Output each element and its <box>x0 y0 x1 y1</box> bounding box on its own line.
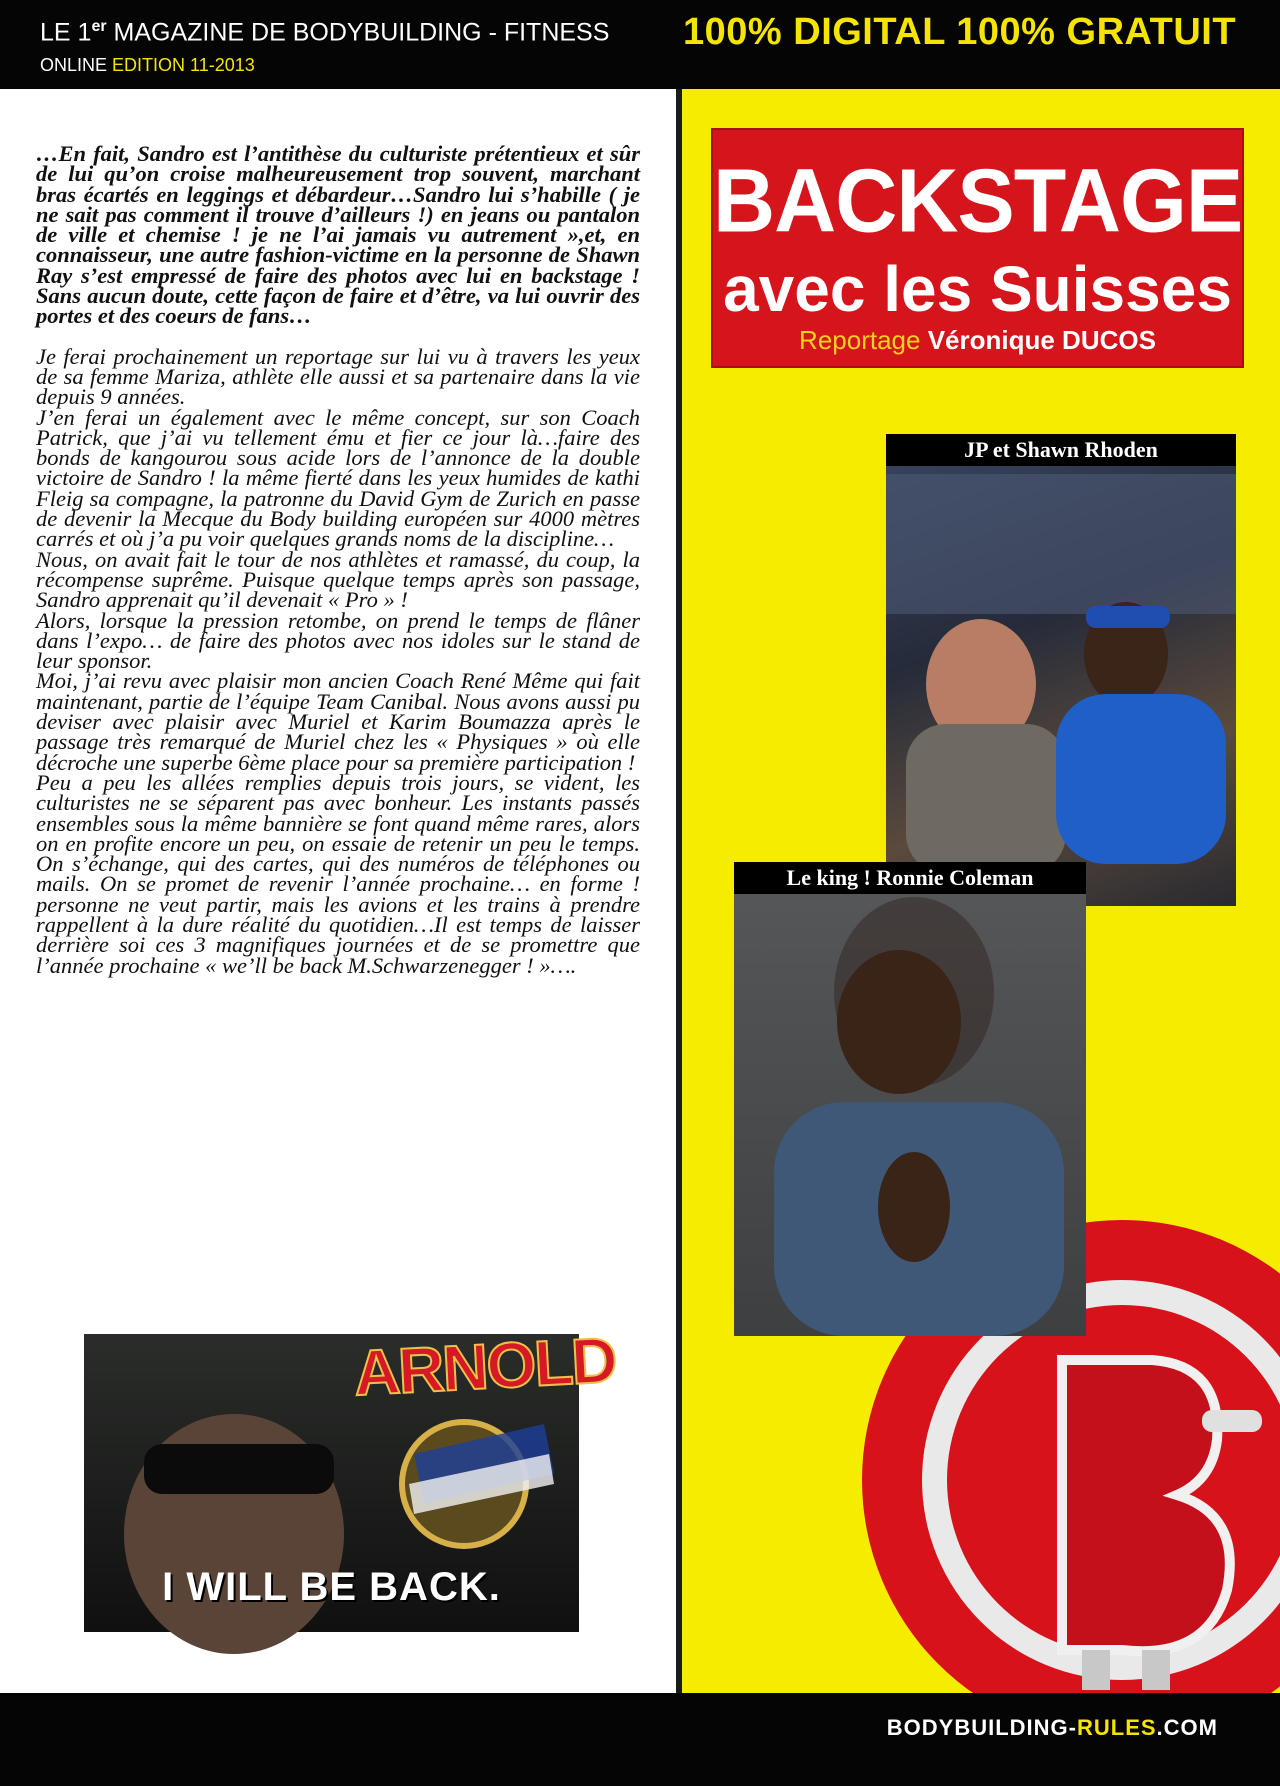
photo-scene <box>734 862 1086 1336</box>
article-paragraph: Moi, j’ai revu avec plaisir mon ancien Coach René Même qui fait maintenant, partie de l’équipe Team Canibal. Nous avons aussi pu deviser avec plaisir avec Muriel et Karim Boumazza après le passage très remarqué de Muriel chez les « Physiques » où elle décroche une superbe 6ème place pour sa première participation ! <box>36 668 640 775</box>
feature-subtitle: avec les Suisses <box>723 253 1232 325</box>
photo-caption: Le king ! Ronnie Coleman <box>734 862 1086 894</box>
header-edition: ONLINE EDITION 11-2013 <box>40 55 255 75</box>
footer-website[interactable]: BODYBUILDING-RULES.COM <box>886 1715 1218 1740</box>
article-paragraph: Je ferai prochainement un reportage sur lui vu à travers les yeux de sa femme Mariza, athlète elle aussi et sa partenaire dans la vie depuis 9 années. <box>36 343 640 410</box>
photo-ronnie-coleman <box>734 862 1086 1336</box>
feature-title-box <box>711 128 1244 368</box>
logo-leg-right <box>1142 1650 1170 1690</box>
article-paragraph: Alors, lorsque la pression retombe, on prend le temps de flâner dans l’expo… de faire des photos avec nos idoles sur le stand de leur sponsor. <box>36 607 640 674</box>
magazine-header <box>0 0 1280 89</box>
arnold-classic-image <box>84 1323 618 1632</box>
magazine-footer <box>0 1693 1280 1786</box>
photo-jp-shawn-rhoden <box>886 434 1236 906</box>
article-paragraph: Peu a peu les allées remplies depuis trois jours, se vident, les culturistes ne se séparent pas avec bonheur. Les instants passés ensembles sous la même bannière se font quand même rares, alors on en profite encore un peu, on essaie de retenir un peu le temps. On s’échange, qui des cartes, qui des numéros de téléphones ou mails. On se promet de revenir l’année prochaine… en forme ! personne ne veut partir, mais les avions et les trains à prendre rappellent à la dure réalité du quotidien…Il est temps de laisser derrière soi ces 3 magnifiques journées et de se promettre que l’année prochaine « we’ll be back M.Schwarzenegger ! »…. <box>36 769 640 978</box>
photo-caption: JP et Shawn Rhoden <box>886 434 1236 466</box>
logo-arm <box>1202 1410 1262 1432</box>
article-lead: …En fait, Sandro est l’antithèse du culturiste prétentieux et sûr de lui qu’on croise malheureusement trop souvent, marchant bras écartés en leggings et débardeur…Sandro lui s’habille ( je ne sait pas comment il trouve d’ailleurs !) en jeans ou pantalon de ville et chemise ! je ne l’ai jamais vu autrement »,et, en connaisseur, une autre fashion-victime en la personne de Shawn Ray s’est empressé de faire des photos avec lui en backstage ! Sans aucun doute, cette façon de faire et d’être, va lui ouvrir des portes et des coeurs de fans… <box>36 141 640 329</box>
article-paragraph: Nous, on avait fait le tour de nos athlètes et ramassé, du coup, la récompense suprême. Puisque quelque temps après son passage, Sandro apprenait qu’il devenait « Pro » ! <box>36 546 640 613</box>
logo-leg-left <box>1082 1650 1110 1690</box>
header-tagline: LE 1er MAGAZINE DE BODYBUILDING - FITNESS <box>40 18 610 47</box>
arnold-caption: I WILL BE BACK. <box>162 1565 501 1609</box>
photo-scene <box>886 434 1236 906</box>
feature-title: BACKSTAGE <box>713 150 1243 252</box>
header-slogan: 100% DIGITAL 100% GRATUIT <box>683 11 1237 53</box>
article-paragraph: J’en ferai un également avec le même concept, sur son Coach Patrick, que j’ai vu tellement ému et fier ce jour là…faire des bonds de kangourou sous acide lors de l’annonce de la double victoire de Sandro ! la même fierté dans les yeux humides de kathi Fleig sa compagne, la patronne du David Gym de Zurich en passe de devenir la Mecque du Body building européen sur 4000 mètres carrés et où j’a pu voir quelques grands noms de la discipline… <box>36 404 640 552</box>
logo-letter-b <box>1062 1360 1230 1651</box>
arnold-classic-logo: ARNOLD <box>352 1323 618 1410</box>
feature-credit: Reportage Véronique DUCOS <box>799 325 1156 355</box>
article-body <box>36 141 640 978</box>
